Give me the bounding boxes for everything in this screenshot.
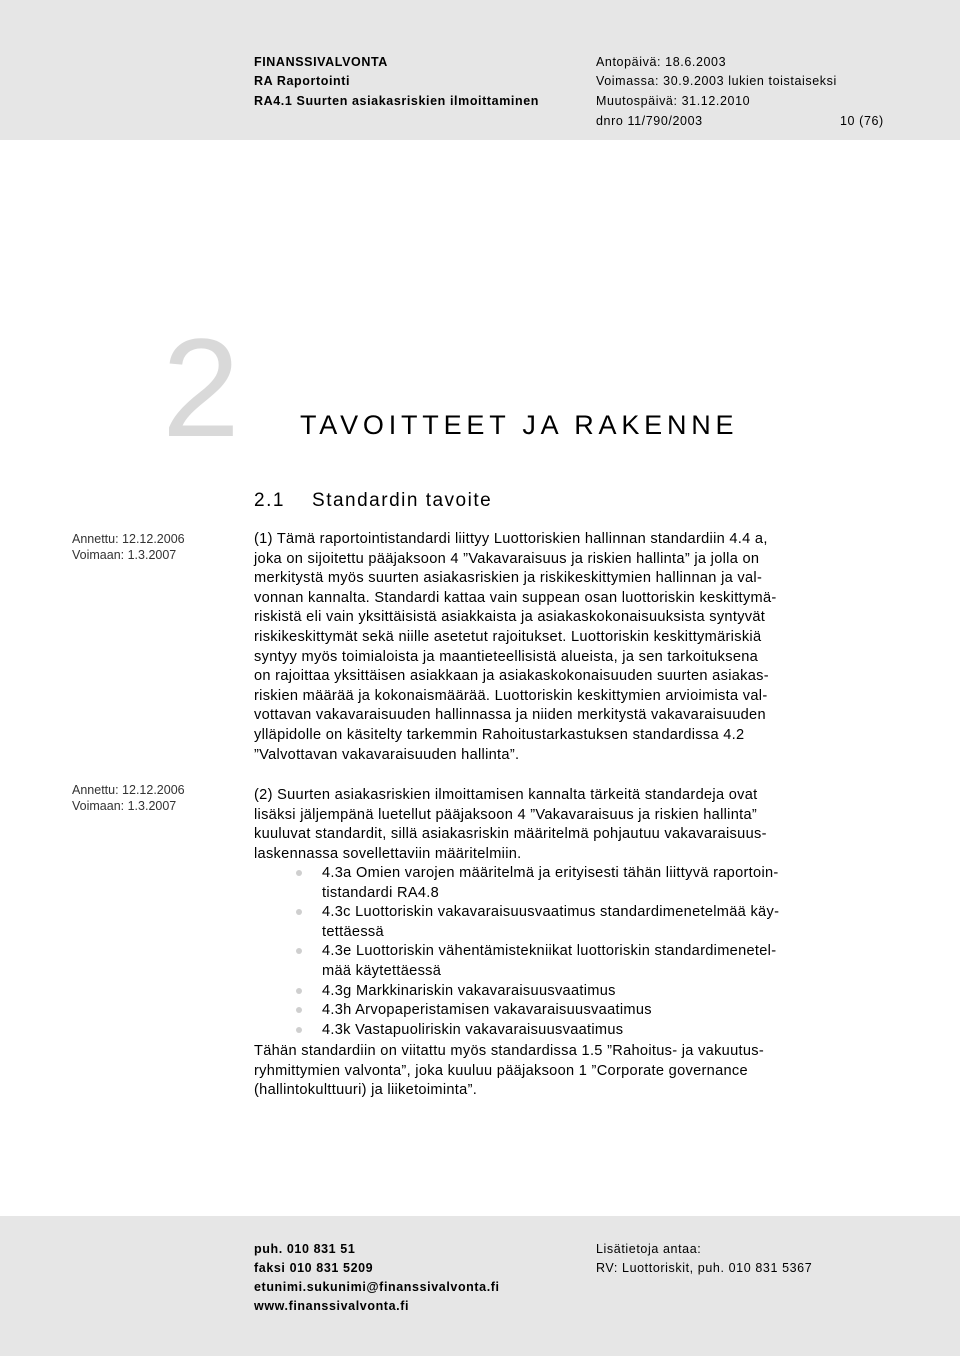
standards-list: [254, 864, 779, 1040]
bullet-icon: [296, 1027, 302, 1033]
bullet-icon: [296, 1007, 302, 1013]
header-page-number: 10 (76): [840, 114, 884, 128]
footer-website: www.finanssivalvonta.fi: [254, 1299, 410, 1313]
list-item: [254, 1001, 779, 1021]
list-item: [254, 982, 779, 1002]
text-line: vottavan vakavaraisuuden hallinnassa ja niiden merkitystä vakavaraisuuden: [254, 707, 766, 724]
paragraph-2: [254, 786, 767, 864]
header-issue-date: Antopäivä: 18.6.2003: [596, 55, 727, 69]
text-line: syntyy myös toimialoista ja maantieteellisistä alueista, ja sen tarkoituksena: [254, 648, 759, 665]
text-line: 4.3c Luottoriskin vakavaraisuusvaatimus standardimenetelmää käy-: [322, 904, 780, 921]
text-line: vonnan kannalta. Standardi kattaa vain suppean osan luottoriskin keskittymä-: [254, 589, 777, 606]
text-line: 4.3a Omien varojen määritelmä ja erityisesti tähän liittyvä raportoin-: [322, 865, 779, 881]
text-line: laskennassa sovellettaviin määritelmiin.: [254, 845, 522, 862]
list-item: [254, 1021, 779, 1041]
list-item: [254, 942, 779, 981]
chapter-title: TAVOITTEET JA RAKENNE: [300, 410, 739, 440]
text-line: tettäessä: [322, 923, 384, 940]
header-section: RA Raportointi: [254, 74, 351, 88]
margin-note-1: [72, 532, 185, 563]
list-item: [254, 903, 779, 942]
bullet-icon: [296, 988, 302, 994]
text-line: ylläpidolle on käsitelty tarkemmin Rahoitustarkastuksen standardissa 4.2: [254, 726, 745, 743]
text-line: 4.3h Arvopaperistamisen vakavaraisuusvaatimus: [322, 1002, 652, 1019]
text-line: on rajoittaa yksittäisen asiakkaan ja asiakaskokonaisuuden suurten asiakas-: [254, 668, 769, 685]
chapter-number: 2: [162, 309, 240, 466]
text-line: tistandardi RA4.8: [322, 884, 440, 901]
list-item: [254, 864, 779, 903]
text-line: Tähän standardiin on viitattu myös standardissa 1.5 ”Rahoitus- ja vakuutus-: [254, 1043, 765, 1059]
page-header: [0, 0, 960, 140]
bullet-icon: [296, 870, 302, 876]
header-document: RA4.1 Suurten asiakasriskien ilmoittaminen: [254, 94, 540, 108]
text-line: (2) Suurten asiakasriskien ilmoittamisen kannalta tärkeitä standardeja ovat: [254, 787, 758, 803]
text-line: riskistä eli vain yksittäisistä asiakkaista ja asiakaskokonaisuuksista syntyvät: [254, 609, 766, 626]
text-line: 4.3e Luottoriskin vähentämistekniikat luottoriskin standardimenetel-: [322, 943, 777, 960]
header-record-number: dnro 11/790/2003: [596, 114, 703, 128]
paragraph-1: [254, 530, 777, 765]
text-line: riskien määrää ja kokonaismäärää. Luottoriskin keskittymien arvioimista val-: [254, 687, 768, 704]
bullet-icon: [296, 948, 302, 954]
text-line: kuuluvat standardit, sillä asiakasriskin määritelmä pohjautuu vakavaraisuus-: [254, 826, 767, 843]
margin-note-issued: Annettu: 12.12.2006: [72, 532, 185, 546]
text-line: merkitystä myös suurten asiakasriskien ja riskikeskittymien hallinnan ja val-: [254, 570, 763, 587]
footer-fax: faksi 010 831 5209: [254, 1261, 374, 1275]
text-line: riskikeskittymät sekä niille asetetut rajoitukset. Luottoriskin keskittymäriskiä: [254, 628, 762, 645]
text-line: (hallintokulttuuri) ja liiketoiminta”.: [254, 1082, 478, 1099]
section-title: 2.1 Standardin tavoite: [254, 490, 493, 511]
bullet-icon: [296, 909, 302, 915]
page-footer: [0, 1216, 960, 1356]
margin-note-2: [72, 783, 185, 814]
text-line: 4.3k Vastapuoliriskin vakavaraisuusvaatimus: [322, 1021, 624, 1038]
text-line: (1) Tämä raportointistandardi liittyy Luottoriskien hallinnan standardiin 4.4 a,: [254, 531, 768, 547]
text-line: mää käytettäessä: [322, 962, 442, 979]
text-line: ”Valvottavan vakavaraisuuden hallinta”.: [254, 746, 520, 763]
paragraph-3: [254, 1042, 764, 1101]
text-line: joka on sijoitettu pääjaksoon 4 ”Vakavaraisuus ja riskien hallinta” ja jolla on: [254, 550, 760, 567]
header-modified-date: Muutospäivä: 31.12.2010: [596, 94, 751, 108]
footer-phone: puh. 010 831 51: [254, 1242, 356, 1256]
text-line: lisäksi jäljempänä luetellut pääjaksoon 4 ”Vakavaraisuus ja riskien hallinta”: [254, 806, 758, 823]
header-validity: Voimassa: 30.9.2003 lukien toistaiseksi: [596, 74, 837, 88]
footer-email: etunimi.sukunimi@finanssivalvonta.fi: [254, 1280, 500, 1294]
margin-note-effective: Voimaan: 1.3.2007: [72, 798, 177, 813]
footer-info-contact: RV: Luottoriskit, puh. 010 831 5367: [596, 1261, 813, 1275]
margin-note-effective: Voimaan: 1.3.2007: [72, 547, 177, 562]
text-line: ryhmittymien valvonta”, joka kuuluu pääjaksoon 1 ”Corporate governance: [254, 1062, 748, 1079]
header-org: FINANSSIVALVONTA: [254, 55, 388, 69]
footer-info-label: Lisätietoja antaa:: [596, 1242, 702, 1256]
margin-note-issued: Annettu: 12.12.2006: [72, 783, 185, 797]
text-line: 4.3g Markkinariskin vakavaraisuusvaatimus: [322, 982, 616, 999]
